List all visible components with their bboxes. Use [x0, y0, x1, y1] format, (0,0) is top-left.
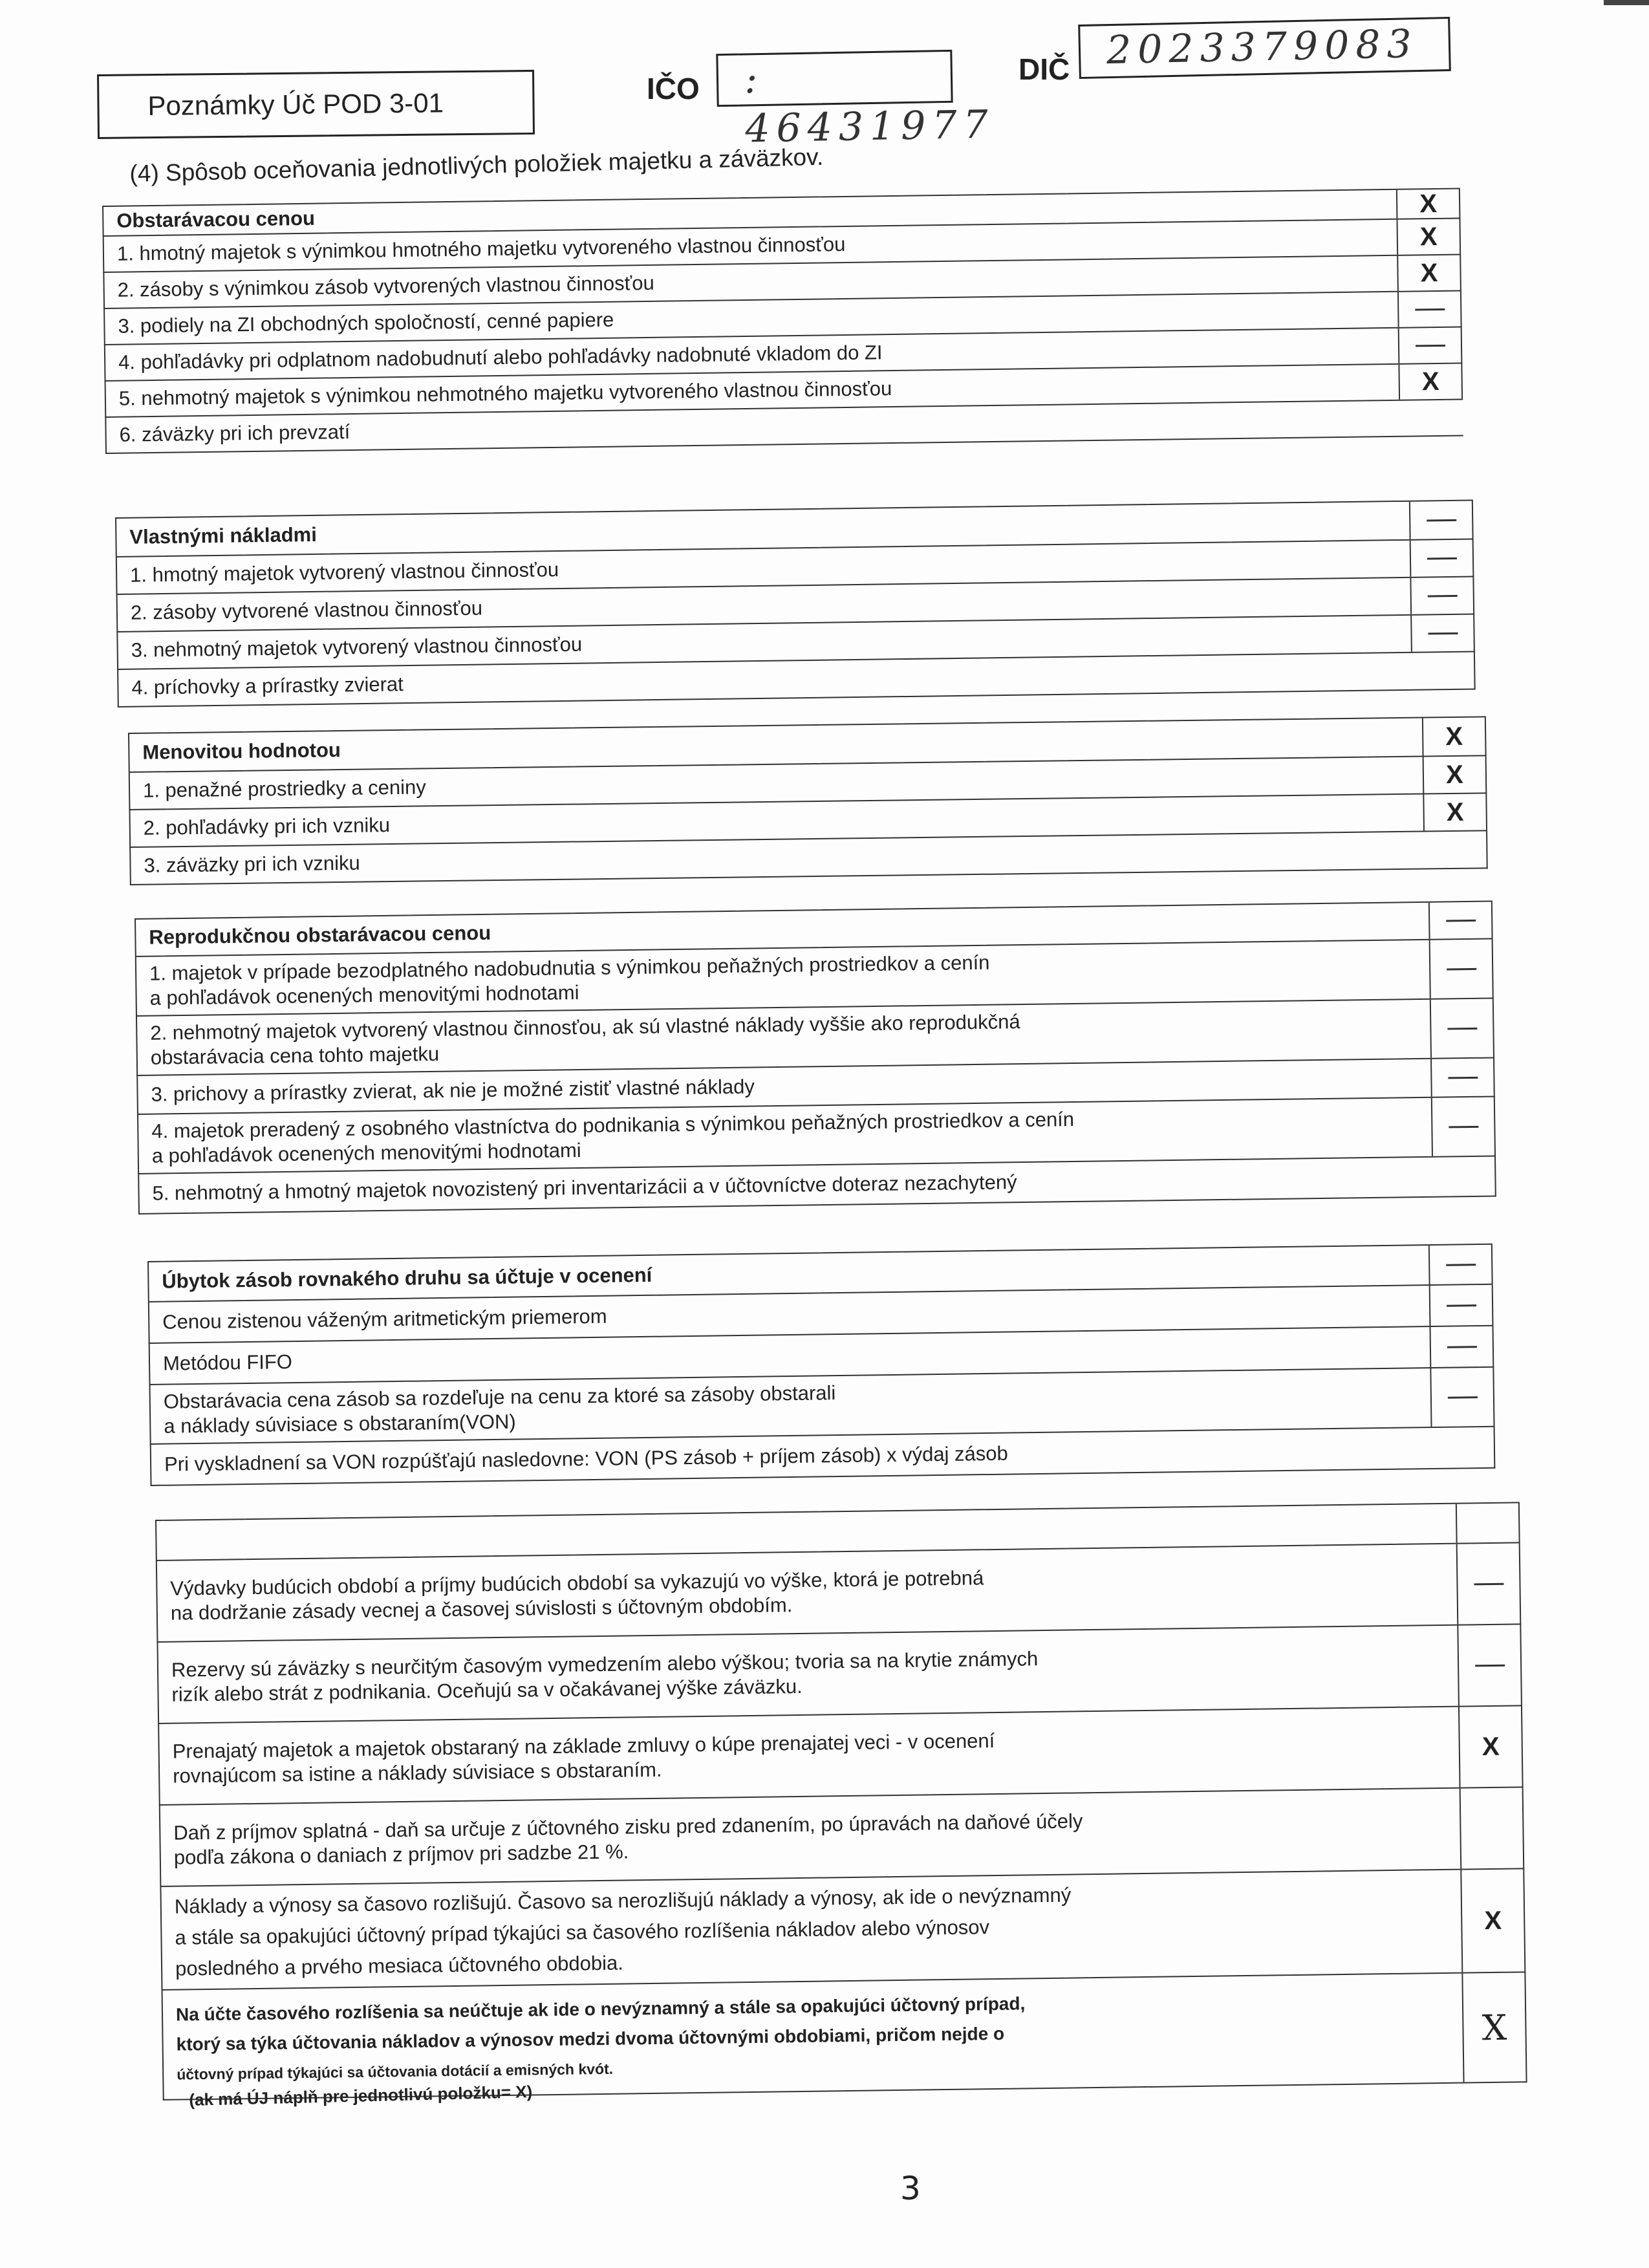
table-row: 1. hmotný majetok s výnimkou hmotného majetku vytvoreného vlastnou činnosťou X — [103, 219, 1461, 273]
form-title: Poznámky Úč POD 3-01 — [147, 87, 444, 122]
mark-cell: X — [1422, 717, 1485, 755]
dash-mark — [1457, 1625, 1521, 1705]
mark-cell: X — [1460, 1869, 1524, 1972]
footnote: (ak má ÚJ náplň pre jednotlivú položku= X) — [189, 2082, 533, 2110]
dash-mark — [1410, 540, 1473, 577]
table-row: Na účte časového rozlíšenia sa neúčtuje ak ide o nevýznamný a stále sa opakujúci účtovný prípad, ktorý sa týka účtovania nákladov a výnosov medzi dvoma účtovnými obdobiami, pričom nejde o účtovný prípad týkajúci sa účtovania dotácií a emisných kvót. X — [162, 1972, 1527, 2101]
table-row: Obstarávacou cenou X — [102, 188, 1460, 237]
dash-mark — [1429, 1285, 1493, 1326]
table-row: Vlastnými nákladmi — [115, 500, 1474, 557]
page-number: 3 — [900, 2170, 921, 2207]
mark-cell: X — [1423, 756, 1486, 793]
table-row: 3. podiely na ZI obchodných spoločností, cenné papiere — [103, 291, 1462, 345]
table-row: Reprodukčnou obstarávacou cenou — [135, 901, 1493, 957]
dic-field — [1078, 17, 1451, 79]
dash-mark — [1428, 902, 1492, 939]
table-row: 6. záväzky pri ich prevzatí — [105, 400, 1463, 453]
mark-cell: X — [1461, 1972, 1525, 2082]
table-row: Obstarávacia cena zásob sa rozdeľuje na cenu za ktoré sa zásoby obstarali a náklady súvisiace s obstaraním(VON) — [149, 1368, 1495, 1445]
dash-mark — [1430, 999, 1493, 1058]
ico-value: : 46431977 — [744, 56, 995, 152]
table-row: 4. príchovky a prírastky zvierat — [117, 652, 1476, 707]
mark-cell: X — [1397, 255, 1460, 291]
section-ostatne — [155, 1502, 1527, 2101]
table-row: Metódou FIFO — [149, 1326, 1494, 1385]
dash-mark — [1410, 615, 1474, 652]
dash-mark — [1430, 1326, 1493, 1367]
section-heading: (4) Spôsob oceňovania jednotlivých položiek majetku a záväzkov. — [129, 143, 824, 187]
table-row: Cenou zistenou váženým aritmetickým priemerom — [148, 1285, 1494, 1344]
table-row: Výdavky budúcich období a príjmy budúcich období sa vykazujú vo výške, ktorá je potrebná na dodržanie zásady vecnej a časovej súvislosti s účtovným obdobím. — [156, 1543, 1521, 1643]
table-row: 4. pohľadávky pri odplatnom nadobudnutí alebo pohľadávky nadobnuté vkladom do ZI — [104, 327, 1463, 381]
table-row: Náklady a výnosy sa časovo rozlišujú. Časovo sa nerozlišujú náklady a výnosy, ak ide o nevýznamný a stále sa opakujúci účtovný prípad týkajúci sa časového rozlíšenia nákladov alebo výnosov posledného a prvého mesiaca účtovného obdobia. X — [160, 1869, 1525, 1991]
table-row: 2. zásoby vytvorené vlastnou činnosťou — [116, 578, 1475, 632]
table-row: 1. majetok v prípade bezodplatného nadobudnutia s výnimkou peňažných prostriedkov a cenín a pohľadávok ocenených menovitými hodnotami — [135, 940, 1494, 1017]
mark-cell: X — [1458, 1706, 1522, 1787]
mark-cell: X — [1423, 794, 1486, 830]
table-row: 2. nehmotný majetok vytvorený vlastnou činnosťou, ak sú vlastné náklady vyššie ako reprodukčná obstarávacia cena tohto majetku — [136, 999, 1494, 1075]
dash-mark — [1431, 1097, 1494, 1156]
ico-field — [716, 50, 995, 152]
dash-mark — [1398, 328, 1461, 363]
mark-cell: X — [1396, 189, 1460, 219]
dash-mark — [1429, 940, 1493, 999]
table-row: 2. pohľadávky pri ich vzniku X — [129, 794, 1487, 848]
table-row: 5. nehmotný majetok s výnimkou nehmotného majetku vytvoreného vlastnou činnosťou X — [105, 363, 1463, 417]
mark-cell: X — [1398, 364, 1461, 400]
ico-label: IČO — [647, 72, 700, 105]
table-row: Menovitou hodnotou X — [128, 716, 1487, 773]
table-row: Prenajatý majetok a majetok obstaraný na základe zmluvy o kúpe prenajatej veci - v ocenení rovnajúcom sa istine a náklady súvisiace s obstaraním. X — [158, 1706, 1523, 1806]
dic-value: 2023379083 — [1106, 21, 1419, 74]
dash-mark — [1397, 292, 1461, 327]
section-vlastnymi — [115, 500, 1476, 707]
dic-label: DIČ — [1018, 52, 1070, 86]
table-row: Daň z príjmov splatná - daň sa určuje z účtovného zisku pred zdanením, po úpravách na daňové účely podľa zákona o daniach z príjmov pri sadzbe 21 %. — [159, 1787, 1524, 1887]
section-reprodukcnou — [135, 901, 1496, 1215]
table-row: 1. hmotný majetok vytvorený vlastnou činnosťou — [116, 540, 1474, 595]
table-row: Úbytok zásob rovnakého druhu sa účtuje v ocenení — [147, 1244, 1493, 1302]
section-ubytok — [147, 1244, 1495, 1486]
table-row: 1. penažné prostriedky a ceniny X — [129, 756, 1487, 810]
table-row: Rezervy sú záväzky s neurčitým časovým vymedzením alebo výškou; tvoria sa na krytie známych rizík alebo strát z podnikania. Oceňujú sa v očakávanej výške záväzku. — [156, 1625, 1522, 1724]
table-row: 3. záväzky pri ich vzniku — [129, 831, 1488, 885]
section-obstaravacou — [102, 188, 1463, 454]
form-title-box — [97, 70, 535, 139]
table-row: 5. nehmotný a hmotný majetok novozistený pri inventarizácii a v účtovníctve doteraz nezachytený — [138, 1156, 1496, 1214]
mark-cell: X — [1396, 219, 1460, 255]
dash-mark — [1430, 1368, 1493, 1427]
dash-mark — [1430, 1059, 1494, 1097]
table-row: 4. majetok preradený z osobného vlastníctva do podnikania s výnimkou peňažných prostriedkov a cenín a pohľadávok ocenených menovitými hodnotami — [137, 1097, 1496, 1174]
dash-mark — [1409, 501, 1472, 539]
table-row: 3. nehmotný majetok vytvorený vlastnou činnosťou — [116, 614, 1475, 669]
table-row: 2. zásoby s výnimkou zásob vytvorených vlastnou činnosťou X — [103, 255, 1461, 309]
table-row: Pri vyskladnení sa VON rozpúšťajú nasledovne: VON (PS zásob + príjem zásob) x výdaj zásob — [150, 1427, 1496, 1486]
table-row: 3. prichovy a prírastky zvierat, ak nie je možné zistiť vlastné náklady — [136, 1058, 1495, 1114]
scan-edge-mark — [1604, 0, 1649, 5]
dash-mark — [1410, 578, 1473, 614]
dash-mark — [1456, 1543, 1520, 1624]
dash-mark — [1428, 1245, 1492, 1284]
mark-cell — [1456, 1503, 1519, 1542]
mark-cell — [1460, 1787, 1524, 1868]
section-menovitou — [128, 716, 1488, 885]
